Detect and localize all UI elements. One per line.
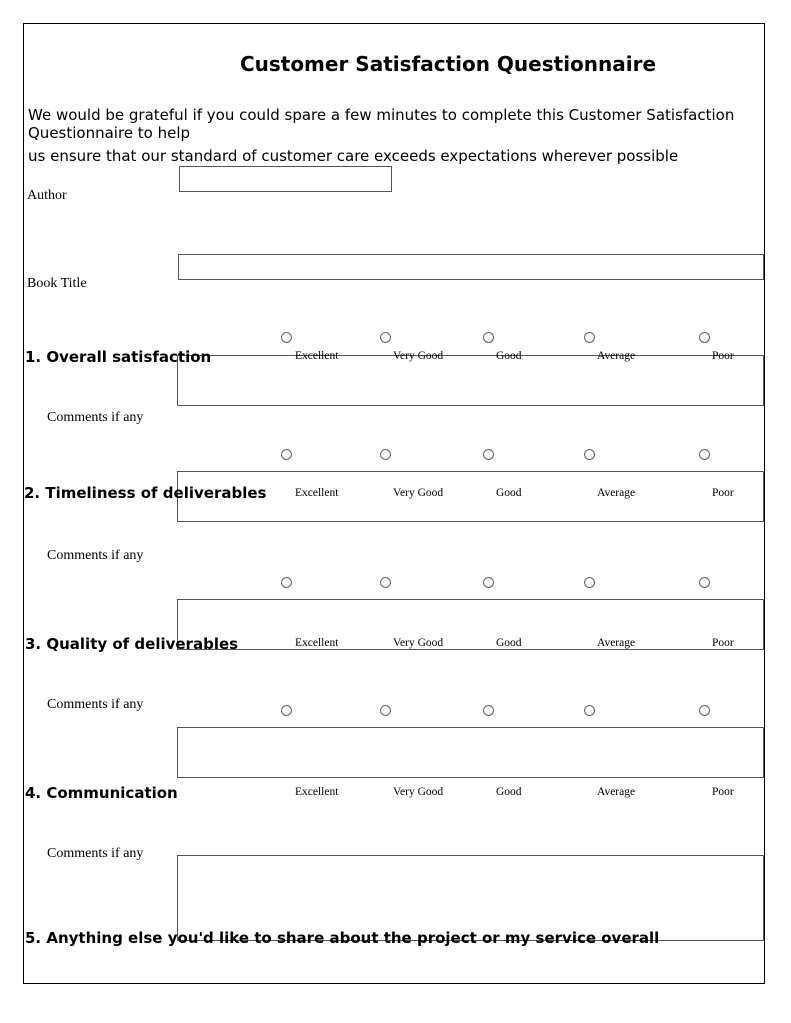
q3-radio-very-good[interactable] [380,577,391,588]
q1-label-average: Average [597,350,636,362]
author-label: Author [27,188,67,203]
q4-comments-label: Comments if any [47,846,144,861]
q4-radio-excellent[interactable] [281,705,292,716]
q3-radio-excellent[interactable] [281,577,292,588]
q3-label-poor: Poor [712,637,734,649]
intro-line-1: We would be grateful if you could spare a few minutes to complete this Customer Satisfaction [28,106,735,124]
q3-title: 3. Quality of deliverables [25,635,239,653]
q3-label-excellent: Excellent [295,637,339,649]
q1-radio-good[interactable] [483,332,494,343]
q3-label-average: Average [597,637,636,649]
q1-label-excellent: Excellent [295,350,339,362]
q2-radio-poor[interactable] [699,449,710,460]
q1-radio-average[interactable] [584,332,595,343]
q2-label-average: Average [597,487,636,499]
q4-comments-box[interactable] [177,727,764,778]
q3-label-very-good: Very Good [393,637,444,649]
book-title-input[interactable] [178,254,764,280]
page-title: Customer Satisfaction Questionnaire [239,52,657,76]
q1-title: 1. Overall satisfaction [25,348,212,366]
q4-label-poor: Poor [712,786,734,798]
q2-label-very-good: Very Good [393,487,444,499]
q3-comments-label: Comments if any [47,697,144,712]
q2-radio-average[interactable] [584,449,595,460]
q3-radio-average[interactable] [584,577,595,588]
q4-label-average: Average [597,786,636,798]
q1-label-poor: Poor [712,350,734,362]
q4-label-excellent: Excellent [295,786,339,798]
q4-label-good: Good [496,786,522,798]
q2-label-good: Good [496,487,522,499]
q1-label-very-good: Very Good [393,350,444,362]
q1-comments-label: Comments if any [47,410,144,425]
q4-title: 4. Communication [25,784,178,802]
q3-label-good: Good [496,637,522,649]
q1-radio-poor[interactable] [699,332,710,343]
q4-label-very-good: Very Good [393,786,444,798]
q4-radio-good[interactable] [483,705,494,716]
intro-line-3: us ensure that our standard of customer care exceeds expectations wherever possible [28,147,679,165]
intro-line-2: Questionnaire to help [28,124,191,142]
q1-label-good: Good [496,350,522,362]
q3-comments-box[interactable] [177,599,764,650]
q1-comments-box[interactable] [177,355,764,406]
q4-radio-very-good[interactable] [380,705,391,716]
q2-label-poor: Poor [712,487,734,499]
q2-radio-good[interactable] [483,449,494,460]
q2-label-excellent: Excellent [295,487,339,499]
q2-radio-very-good[interactable] [380,449,391,460]
q2-title: 2. Timeliness of deliverables [24,484,267,502]
q2-radio-excellent[interactable] [281,449,292,460]
q1-radio-excellent[interactable] [281,332,292,343]
book-title-label: Book Title [27,276,87,291]
q3-radio-poor[interactable] [699,577,710,588]
q4-radio-poor[interactable] [699,705,710,716]
q1-radio-very-good[interactable] [380,332,391,343]
q2-comments-label: Comments if any [47,548,144,563]
author-input[interactable] [179,166,392,192]
q3-radio-good[interactable] [483,577,494,588]
q5-title: 5. Anything else you'd like to share about the project or my service overall [25,929,660,947]
q4-radio-average[interactable] [584,705,595,716]
